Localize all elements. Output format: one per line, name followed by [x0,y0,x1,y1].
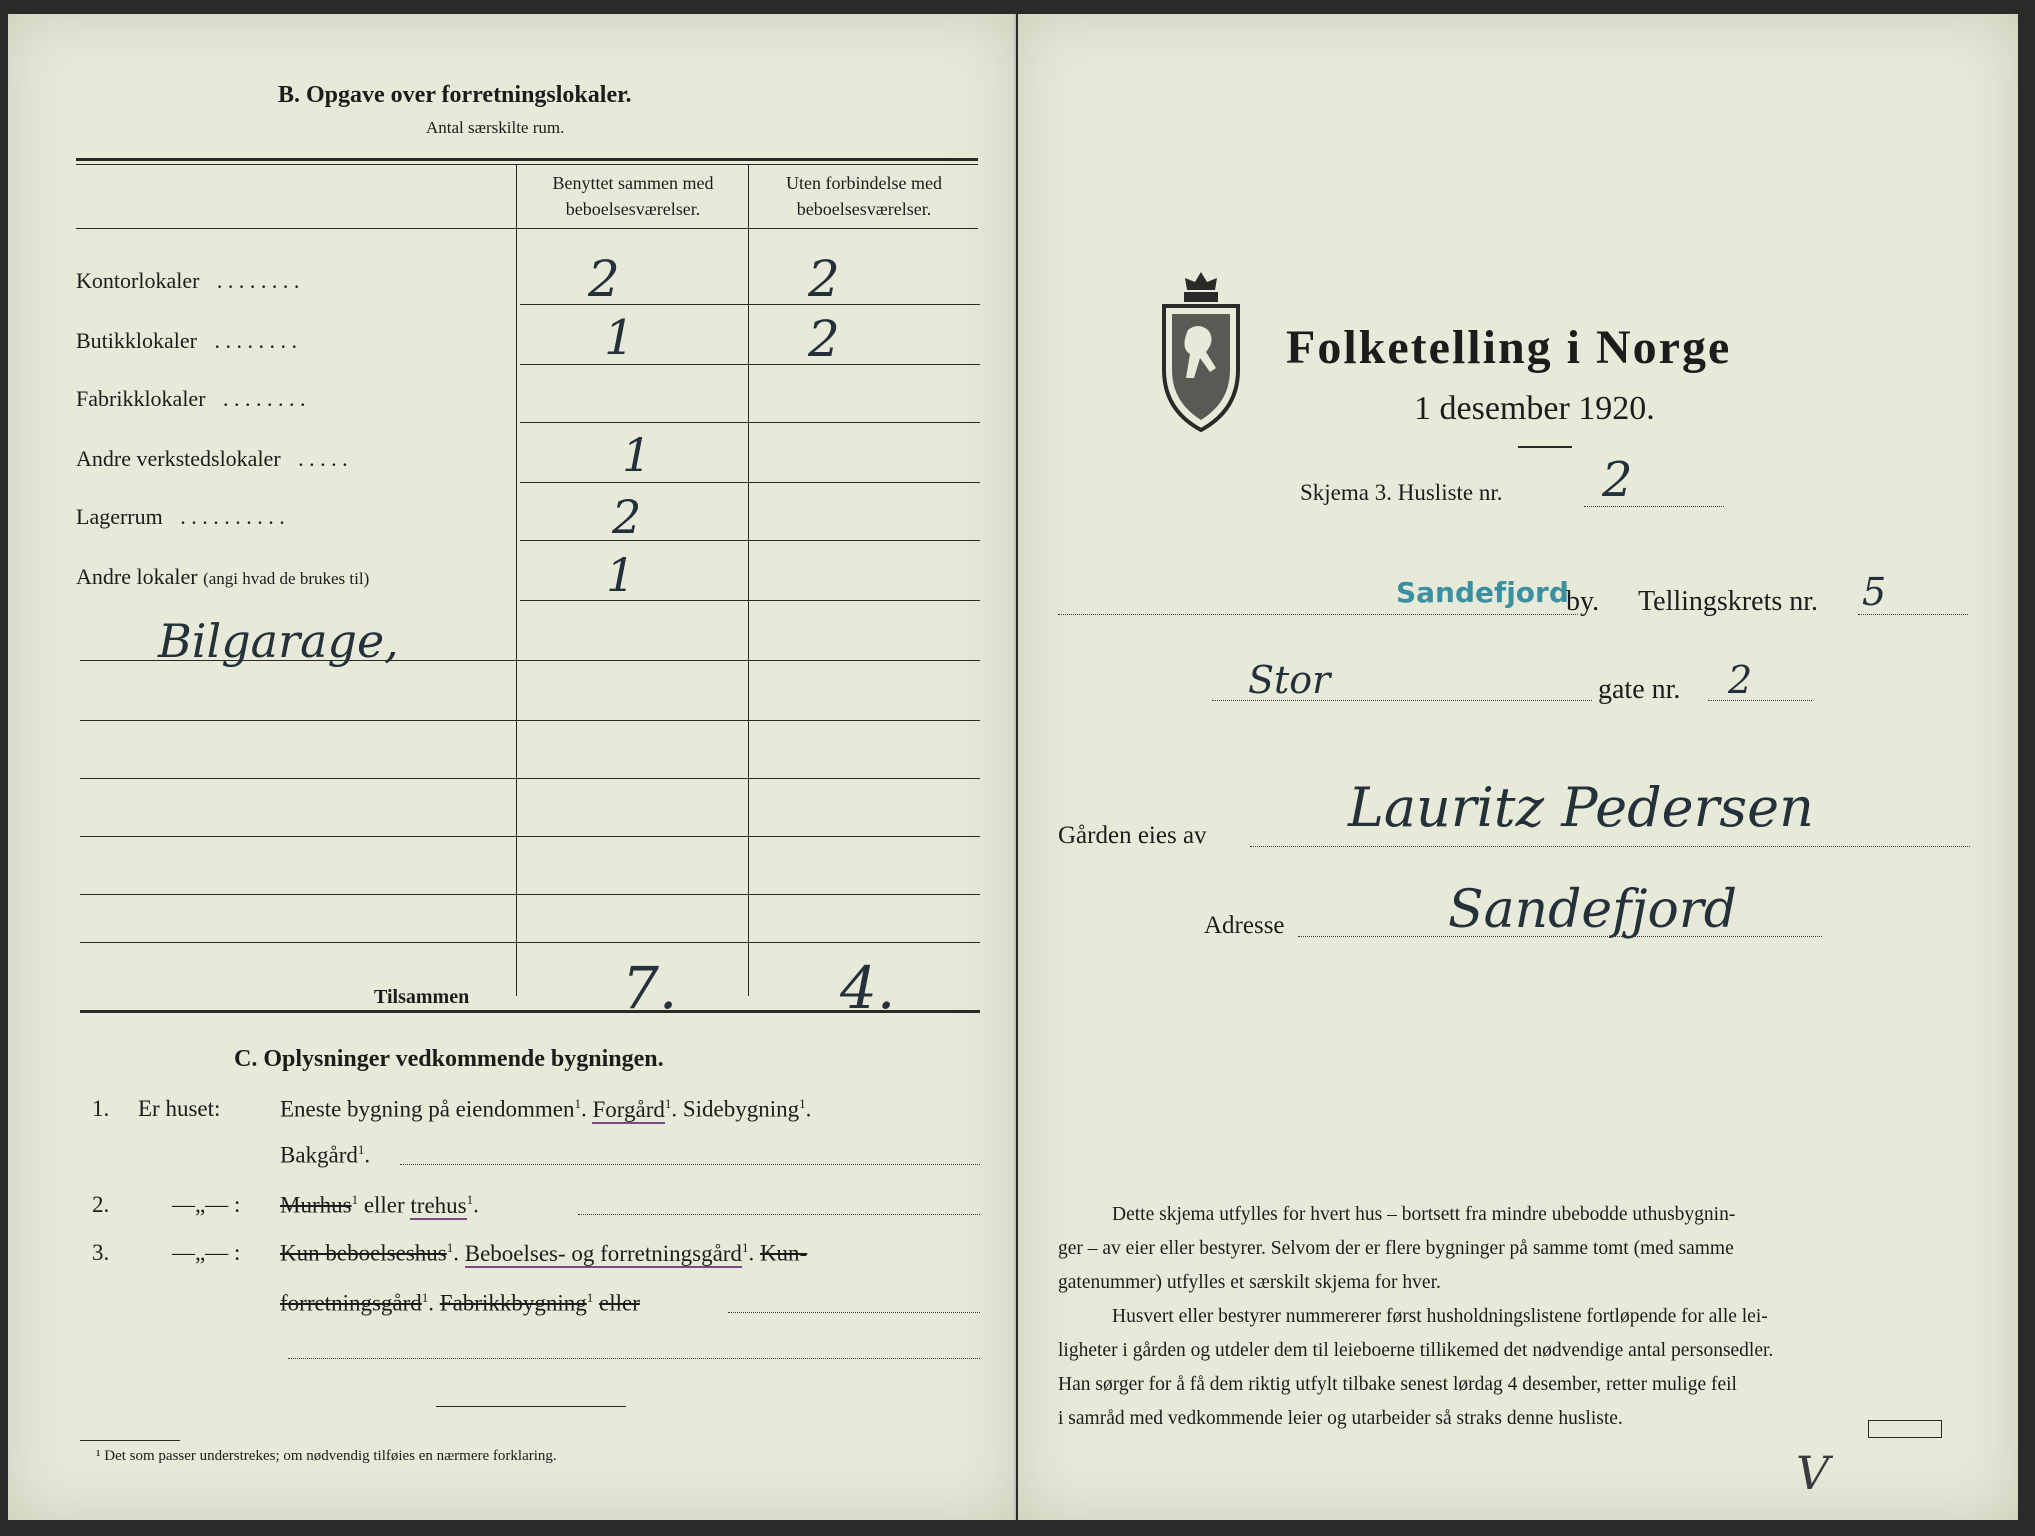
value-butikk-2: 2 [808,310,840,368]
row-lager [76,504,285,530]
census-date: 1 desember 1920. [1414,390,1655,427]
footnote-mark: 1 [799,1096,806,1111]
value-butikk-1: 1 [604,310,635,366]
q3-options: Kun beboelseshus$^1$. Beboelses- og forretningsgård$^1$. Kun- [280,1240,808,1266]
col2-header-line1: Uten forbindelse med [786,173,942,193]
row-dots: . . . . . . . . . . [180,504,285,529]
printer-mark [1868,1420,1942,1438]
q3-option-kun: Kun- [759,1240,808,1266]
row-verksted [76,446,348,472]
owner-label: Gården eies av [1058,822,1207,849]
q2-eller: eller [363,1192,405,1218]
footnote-mark: 1 [357,1142,365,1157]
col1-divider [516,164,517,996]
krets-line [1858,614,1968,615]
q1-option-bakgard-row: Bakgård$^1$. [280,1142,371,1168]
footnote: ¹ Det som passer understrekes; om nødvendig tilføies en nærmere forklaring. [96,1448,557,1464]
q3-option-kun-beboelseshus: Kun beboelseshus [280,1240,447,1266]
date-underline [1518,446,1572,448]
section-c-title: C. Oplysninger vedkommende bygningen. [234,1046,664,1072]
row-label: Andre lokaler [76,564,198,589]
value-andre-1: 1 [606,548,636,602]
gate-nr: 2 [1728,658,1753,702]
right-page [1018,14,2018,1520]
row-rule [520,600,980,601]
row-dots: . . . . . . . . [216,268,300,293]
q1-label: Er huset: [138,1096,221,1121]
footnote-mark: 1 [574,1096,581,1111]
q2-option-trehus: trehus [410,1192,467,1218]
value-lager-1: 2 [612,490,642,544]
q1-options: Eneste bygning på eiendommen$^1$. Forgård$^1$. Sidebygning$^1$. [280,1096,812,1122]
row-rule [520,364,980,365]
owner-name: Lauritz Pedersen [1348,776,1814,839]
q2-fill-line [578,1214,980,1215]
document-title: Folketelling i Norge [1286,321,1732,374]
row-rule [80,836,980,837]
col2-header [748,170,980,222]
col2-divider [748,164,749,996]
norway-coat-of-arms-icon [1158,270,1244,434]
row-andre [76,564,369,590]
by-label: by. [1566,586,1600,617]
gate-line [1708,700,1812,701]
row-dots: . . . . . . . . [223,386,306,411]
total-value-2: 4. [840,954,896,1022]
row-rule [80,720,980,721]
left-page [8,14,1016,1520]
instruction-line: Dette skjema utfylles for hvert hus – bortsett fra mindre ubebodde uthusbygnin- [1112,1204,1736,1225]
row-rule [80,894,980,895]
section-b-title: B. Opgave over forretningslokaler. [278,82,632,108]
city-stamp: Sandefjord [1396,576,1569,609]
col1-header-line2: beboelsesværelser. [565,199,701,219]
row-dots: . . . . . . . . [214,328,297,353]
instruction-line: i samråd med vedkommende leier og utarbeider så straks denne husliste. [1058,1408,1623,1429]
q3-eller: eller [599,1290,640,1316]
husliste-nr: 2 [1602,452,1633,508]
instruction-line: ligheter i gården og utdeler dem til leieboerne tillikemed det nødvendige antal personsedler. [1058,1340,1774,1361]
q3-option-beboelses-og-forretningsgard: Beboelses- og forretningsgård [464,1240,742,1266]
row-rule [80,778,980,779]
husliste-line [1584,506,1724,507]
q2-num: 2. [92,1192,110,1217]
q3-option-forretningsgard: forretningsgård [280,1290,422,1316]
table-top-rule-2 [76,164,978,165]
row-kontor [76,268,299,294]
row-fabrikk [76,386,306,412]
address-line [1298,936,1822,937]
row-label: Kontorlokaler [76,268,200,293]
value-verksted-1: 1 [622,428,652,482]
instruction-line: Han sørger for å få dem riktig utfylt tilbake senest lørdag 4 desember, retter mulige feil [1058,1374,1737,1395]
value-kontor-1: 2 [588,250,620,308]
instruction-line: gatenummer) utfylles et særskilt skjema for hver. [1058,1272,1441,1293]
row-dots: . . . . . [298,446,348,471]
instructions [1058,1198,1970,1436]
address-value: Sandefjord [1448,880,1737,940]
address-label: Adresse [1204,912,1285,939]
instruction-line: Husvert eller bestyrer nummererer først husholdningslistene fortløpende for alle lei- [1112,1306,1768,1327]
total-top-rule [80,942,980,943]
street-line [1212,700,1592,701]
row-rule [520,304,980,305]
footnote-mark: 1 [466,1192,474,1207]
row-rule [520,482,980,483]
col1-header [516,170,750,222]
street-name: Stor [1248,658,1331,702]
owner-line [1250,846,1970,847]
q1-option-sidebygning: Sidebygning [682,1096,800,1122]
q2-ditto: —„— : [172,1192,241,1217]
row-label: Fabrikklokaler [76,386,206,411]
q3-num: 3. [92,1240,110,1265]
krets-nr: 5 [1862,570,1887,614]
section-c-end-rule [436,1406,626,1407]
footnote-mark: 1 [351,1192,359,1207]
header-bottom-rule [76,228,978,229]
q3-ditto: —„— : [172,1240,241,1265]
value-kontor-2: 2 [808,250,840,308]
instruction-line: ger – av eier eller bestyrer. Selvom der er flere bygninger på samme tomt (med samme [1058,1238,1734,1259]
footnote-rule [80,1440,180,1441]
footnote-mark: 1 [421,1290,429,1305]
q3-options-row2: forretningsgård$^1$. Fabrikkbygning$^1$ eller [280,1290,640,1316]
skjema-label: Skjema 3. Husliste nr. [1300,480,1503,505]
gate-label: gate nr. [1598,674,1681,705]
row-butikk [76,328,297,354]
q3-option-fabrikkbygning: Fabrikkbygning [439,1290,587,1316]
row-label: Lagerrum [76,504,163,529]
krets-label: Tellingskrets nr. [1638,586,1819,617]
q1-option-eneste: Eneste bygning på eiendommen [280,1096,575,1122]
other-note: (angi hvad de brukes til) [203,569,370,588]
col2-header-line2: beboelsesværelser. [796,199,932,219]
footnote-mark: 1 [586,1290,594,1305]
handwritten-bilgarage: Bilgarage, [158,614,399,668]
checkmark: V [1796,1446,1830,1500]
q2-option-murhus: Murhus [280,1192,352,1218]
q2-options: Murhus$^1$ eller trehus$^1$. [280,1192,479,1218]
footnote-mark: 1 [446,1240,454,1255]
q1-option-bakgard: Bakgård [280,1142,358,1168]
total-bottom-rule [80,1010,980,1013]
row-rule [520,540,980,541]
section-b-subtitle: Antal særskilte rum. [426,118,565,137]
col1-header-line1: Benyttet sammen med [552,173,714,193]
total-value-1: 7. [622,954,678,1022]
q1-num: 1. [92,1096,110,1121]
row-label: Butikklokaler [76,328,197,353]
q3-fill-line [728,1312,980,1313]
row-label: Andre verkstedslokaler [76,446,281,471]
footnote-mark: 1 [664,1096,672,1111]
q3-fill-line-2 [288,1358,980,1359]
total-label: Tilsammen [374,986,470,1008]
q1-option-forgard: Forgård [592,1096,665,1122]
footnote-mark: 1 [741,1240,749,1255]
row-rule [520,422,980,423]
city-line [1058,614,1578,615]
table-top-rule [76,158,978,161]
q1-fill-line [400,1164,980,1165]
